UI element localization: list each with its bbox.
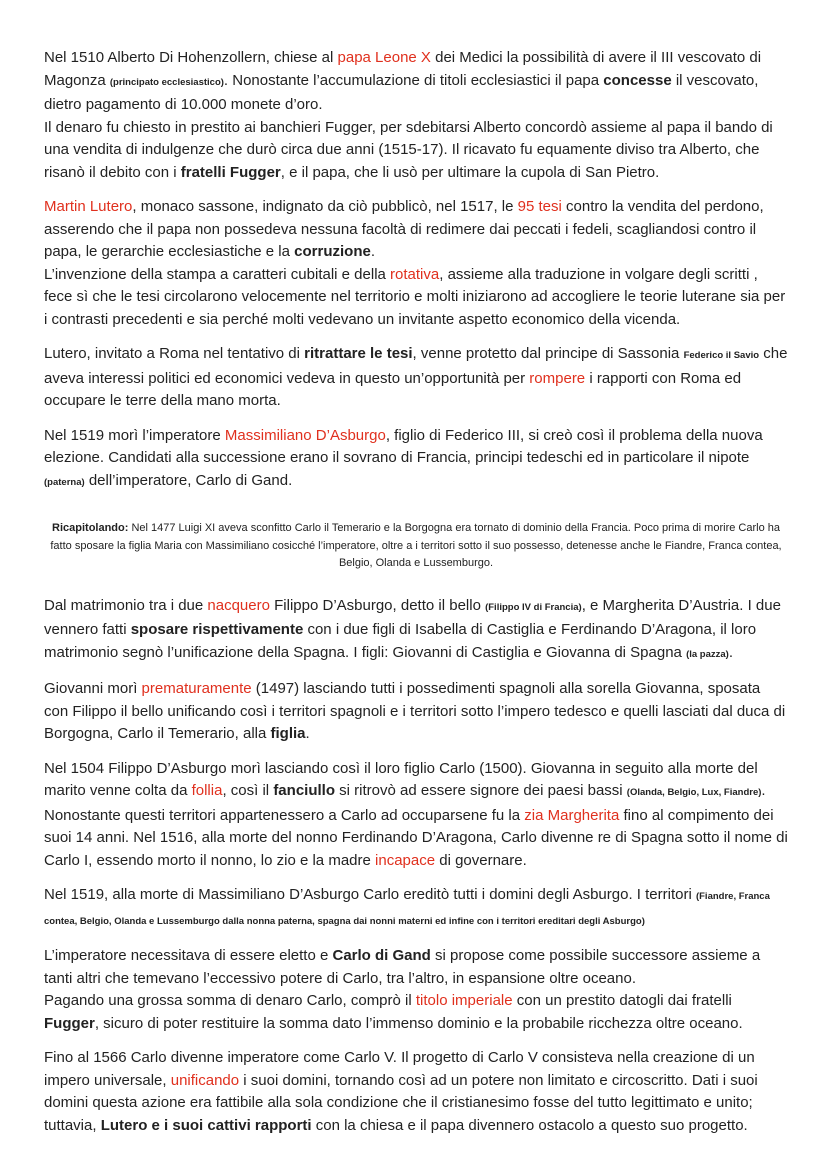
- small-note: (Olanda, Belgio, Lux, Fiandre): [626, 787, 762, 798]
- paragraph-massimiliano: [44, 425, 788, 495]
- text: i rapporti con Roma ed occupare le terre della mano morta.: [44, 369, 742, 409]
- text: , e il papa, che li usò per ultimare la cupola di San Pietro.: [280, 163, 660, 181]
- bold-text: concesse: [603, 71, 672, 89]
- paragraph-lutero-tesi: [44, 196, 788, 331]
- highlight-red: incapace: [375, 851, 436, 869]
- paragraph-matrimonio: [44, 595, 788, 667]
- highlight-red: papa Leone X: [337, 49, 431, 66]
- text: Nel 1510 Alberto Di Hohenzollern, chiese al: [44, 49, 338, 66]
- recap-text: Nel 1477 Luigi XI aveva sconfitto Carlo il Temerario e la Borgogna era tornato di dominio della Francia. Poco prima di morire Carlo ha fatto sposare la figlia Maria con Massimiliano cosicché l’imperatore, oltre a i territori sotto il suo possesso, detenesse anche le Fiandre, Franca contea, Belgio, Olanda e Lussemburgo.: [50, 522, 782, 569]
- highlight-red: Martin Lutero: [44, 198, 133, 215]
- paragraph-hohenzollern: [44, 47, 788, 184]
- text: Giovanni morì: [44, 680, 142, 697]
- text: Nel 1519 morì l’imperatore: [44, 426, 225, 444]
- paragraph-lutero-roma: [44, 343, 788, 413]
- text: . Nonostante questi territori appartenessero a Carlo ad occuparsene fu la: [44, 782, 766, 824]
- text: dell’imperatore, Carlo di Gand.: [84, 471, 293, 489]
- bold-text: figlia: [270, 725, 306, 742]
- highlight-red: follia: [191, 782, 223, 799]
- highlight-red: Massimiliano D’Asburgo: [224, 426, 386, 444]
- text: dei Medici la possibilità di avere il III vescovato di Magonza: [44, 49, 762, 89]
- text: i suoi domini, tornando così ad un potere non limitato e circoscritto. Dati i suoi domini questa azione era fattibile alla sola condizione che il cristianesimo fosse del tutto legittimato e unito; tuttavia,: [44, 1071, 758, 1134]
- small-note: Federico il Savio: [683, 350, 760, 361]
- text: Pagando una grossa somma di denaro Carlo, comprò il: [44, 992, 416, 1009]
- highlight-red: prematuramente: [141, 680, 252, 697]
- text: , così il: [222, 782, 274, 799]
- paragraph-filippo: [44, 758, 788, 873]
- recap-box: [44, 520, 788, 573]
- document-page: [44, 47, 788, 1149]
- highlight-red: rompere: [529, 369, 586, 387]
- text: , venne protetto dal principe di Sassonia: [412, 345, 684, 362]
- text: Fino al 1566 Carlo divenne imperatore come Carlo V. Il progetto di Carlo V consisteva nella creazione di un impero universale,: [44, 1049, 755, 1089]
- text: .: [370, 243, 376, 260]
- bold-text: fratelli Fugger: [180, 163, 281, 181]
- small-note: (Fiandre, Franca contea, Belgio, Olanda e Lussemburgo dalla nonna paterna, spagna dai nonni materni ed infine con i territori ereditari degli Asburgo): [44, 891, 770, 927]
- text: , assieme alla traduzione in volgare degli scritti , fece sì che le tesi circolarono velocemente nel territorio e molti iniziarono ad accogliere le teorie luterane sia per i contrasti precedenti e sia perché molti vedevano un invitante aspetto economico della vicenda.: [44, 265, 786, 328]
- highlight-red: nacquero: [207, 596, 270, 614]
- bold-text: Carlo di Gand: [332, 947, 431, 964]
- bold-text: Lutero e i suoi cattivi rapporti: [100, 1116, 312, 1134]
- text: , monaco sassone, indignato da ciò pubblicò, nel 1517, le: [132, 198, 518, 215]
- highlight-red: unificando: [170, 1071, 240, 1089]
- highlight-red: titolo imperiale: [415, 992, 513, 1009]
- highlight-red: 95 tesi: [517, 198, 562, 215]
- highlight-red: zia Margherita: [524, 806, 620, 824]
- bold-text: Fugger: [44, 1014, 95, 1032]
- text: , sicuro di poter restituire la somma dato l’immenso dominio e la probabile ricchezza oltre oceano.: [94, 1014, 743, 1032]
- text: con i due figli di Isabella di Castiglia e Ferdinando D’Aragona, il loro matrimonio segnò l’unificazione della Spagna. I figli: Giovanni di Castiglia e Giovanna di Spagna: [44, 621, 757, 661]
- text: Nel 1519, alla morte di Massimiliano D’Asburgo Carlo ereditò tutti i domini degli Asburgo. I territori: [44, 886, 696, 903]
- text: di governare.: [435, 851, 527, 869]
- text: fino al compimento dei suoi 14 anni. Nel 1516, alla morte del nonno Ferdinando D’Aragona, Carlo divenne re di Spagna sotto il nome di Carlo I, essendo morto il nonno, lo zio e la madre: [44, 806, 788, 869]
- text: con un prestito datogli dai fratelli: [512, 992, 732, 1009]
- paragraph-eredita: [44, 884, 788, 933]
- paragraph-giovanni: [44, 678, 788, 746]
- text: con la chiesa e il papa divennero ostacolo a questo suo progetto.: [311, 1116, 748, 1134]
- text: contro la vendita del perdono, asserendo che il papa non possedeva nessuna facoltà di redimere dai peccati i fedeli, scagliandosi contro il papa, le gerarchie ecclesiastiche e la: [44, 198, 764, 260]
- text: , figlio di Federico III, si creò così il problema della nuova elezione. Candidati alla successione erano il sovrano di Francia, principi tedeschi ed in particolare il nipote: [44, 426, 763, 466]
- highlight-red: rotativa: [390, 265, 440, 283]
- small-note: (principato ecclesiastico): [109, 76, 224, 88]
- bold-text: corruzione: [294, 243, 371, 260]
- small-note: (la pazza): [686, 648, 729, 660]
- text: Il denaro fu chiesto in prestito ai banchieri Fugger, per sdebitarsi Alberto concordò assieme al papa il bando di una vendita di indulgenze che durò circa due anni (1515-17). Il ricavato fu equamente diviso tra Alberto, che risanò il debito con i: [44, 118, 773, 181]
- bold-text: fanciullo: [273, 782, 335, 799]
- text: Nel 1504 Filippo D’Asburgo morì lasciando così il loro figlio Carlo (1500). Giovanna in seguito alla morte del marito venne colta da: [44, 759, 758, 799]
- text: L’imperatore necessitava di essere eletto e: [44, 947, 333, 964]
- text: che aveva interessi politici ed economici vedeva in questo un’opportunità per: [44, 345, 788, 387]
- text: .: [305, 725, 310, 742]
- text: il vescovato, dietro pagamento di 10.000 monete d’oro.: [44, 71, 759, 113]
- text: L’invenzione della stampa a caratteri cubitali e della: [44, 265, 391, 283]
- text: Dal matrimonio tra i due: [44, 596, 208, 614]
- bold-text: ritrattare le tesi: [304, 345, 413, 362]
- text: .: [728, 643, 733, 661]
- small-note: (Filippo IV di Francia): [485, 601, 582, 613]
- text: . Nonostante l’accumulazione di titoli ecclesiastici il papa: [223, 71, 604, 89]
- text: si propose come possibile successore assieme a tanti altri che temevano l’eccessivo potere di Carlo, tra l’altro, in espansione oltre oceano.: [44, 947, 761, 987]
- text: Filippo D’Asburgo, detto il bello: [269, 596, 486, 614]
- text: (1497) lasciando tutti i possedimenti spagnoli alla sorella Giovanna, sposata con Filippo il bello unificando così i territori spagnoli e i territori sotto l’impero tedesco e quelli lasciati dal duca di Borgogna, Carlo il Temerario, alla: [44, 680, 786, 742]
- paragraph-elezione: [44, 945, 788, 1035]
- paragraph-carlo-v: [44, 1047, 788, 1137]
- small-note: (paterna): [44, 476, 85, 488]
- text: Lutero, invitato a Roma nel tentativo di: [44, 345, 305, 362]
- bold-text: sposare rispettivamente: [130, 621, 304, 638]
- recap-label: Ricapitolando:: [52, 522, 129, 534]
- text: , e Margherita D’Austria. I due vennero fatti: [44, 596, 781, 638]
- text: si ritrovò ad essere signore dei paesi bassi: [334, 782, 627, 799]
